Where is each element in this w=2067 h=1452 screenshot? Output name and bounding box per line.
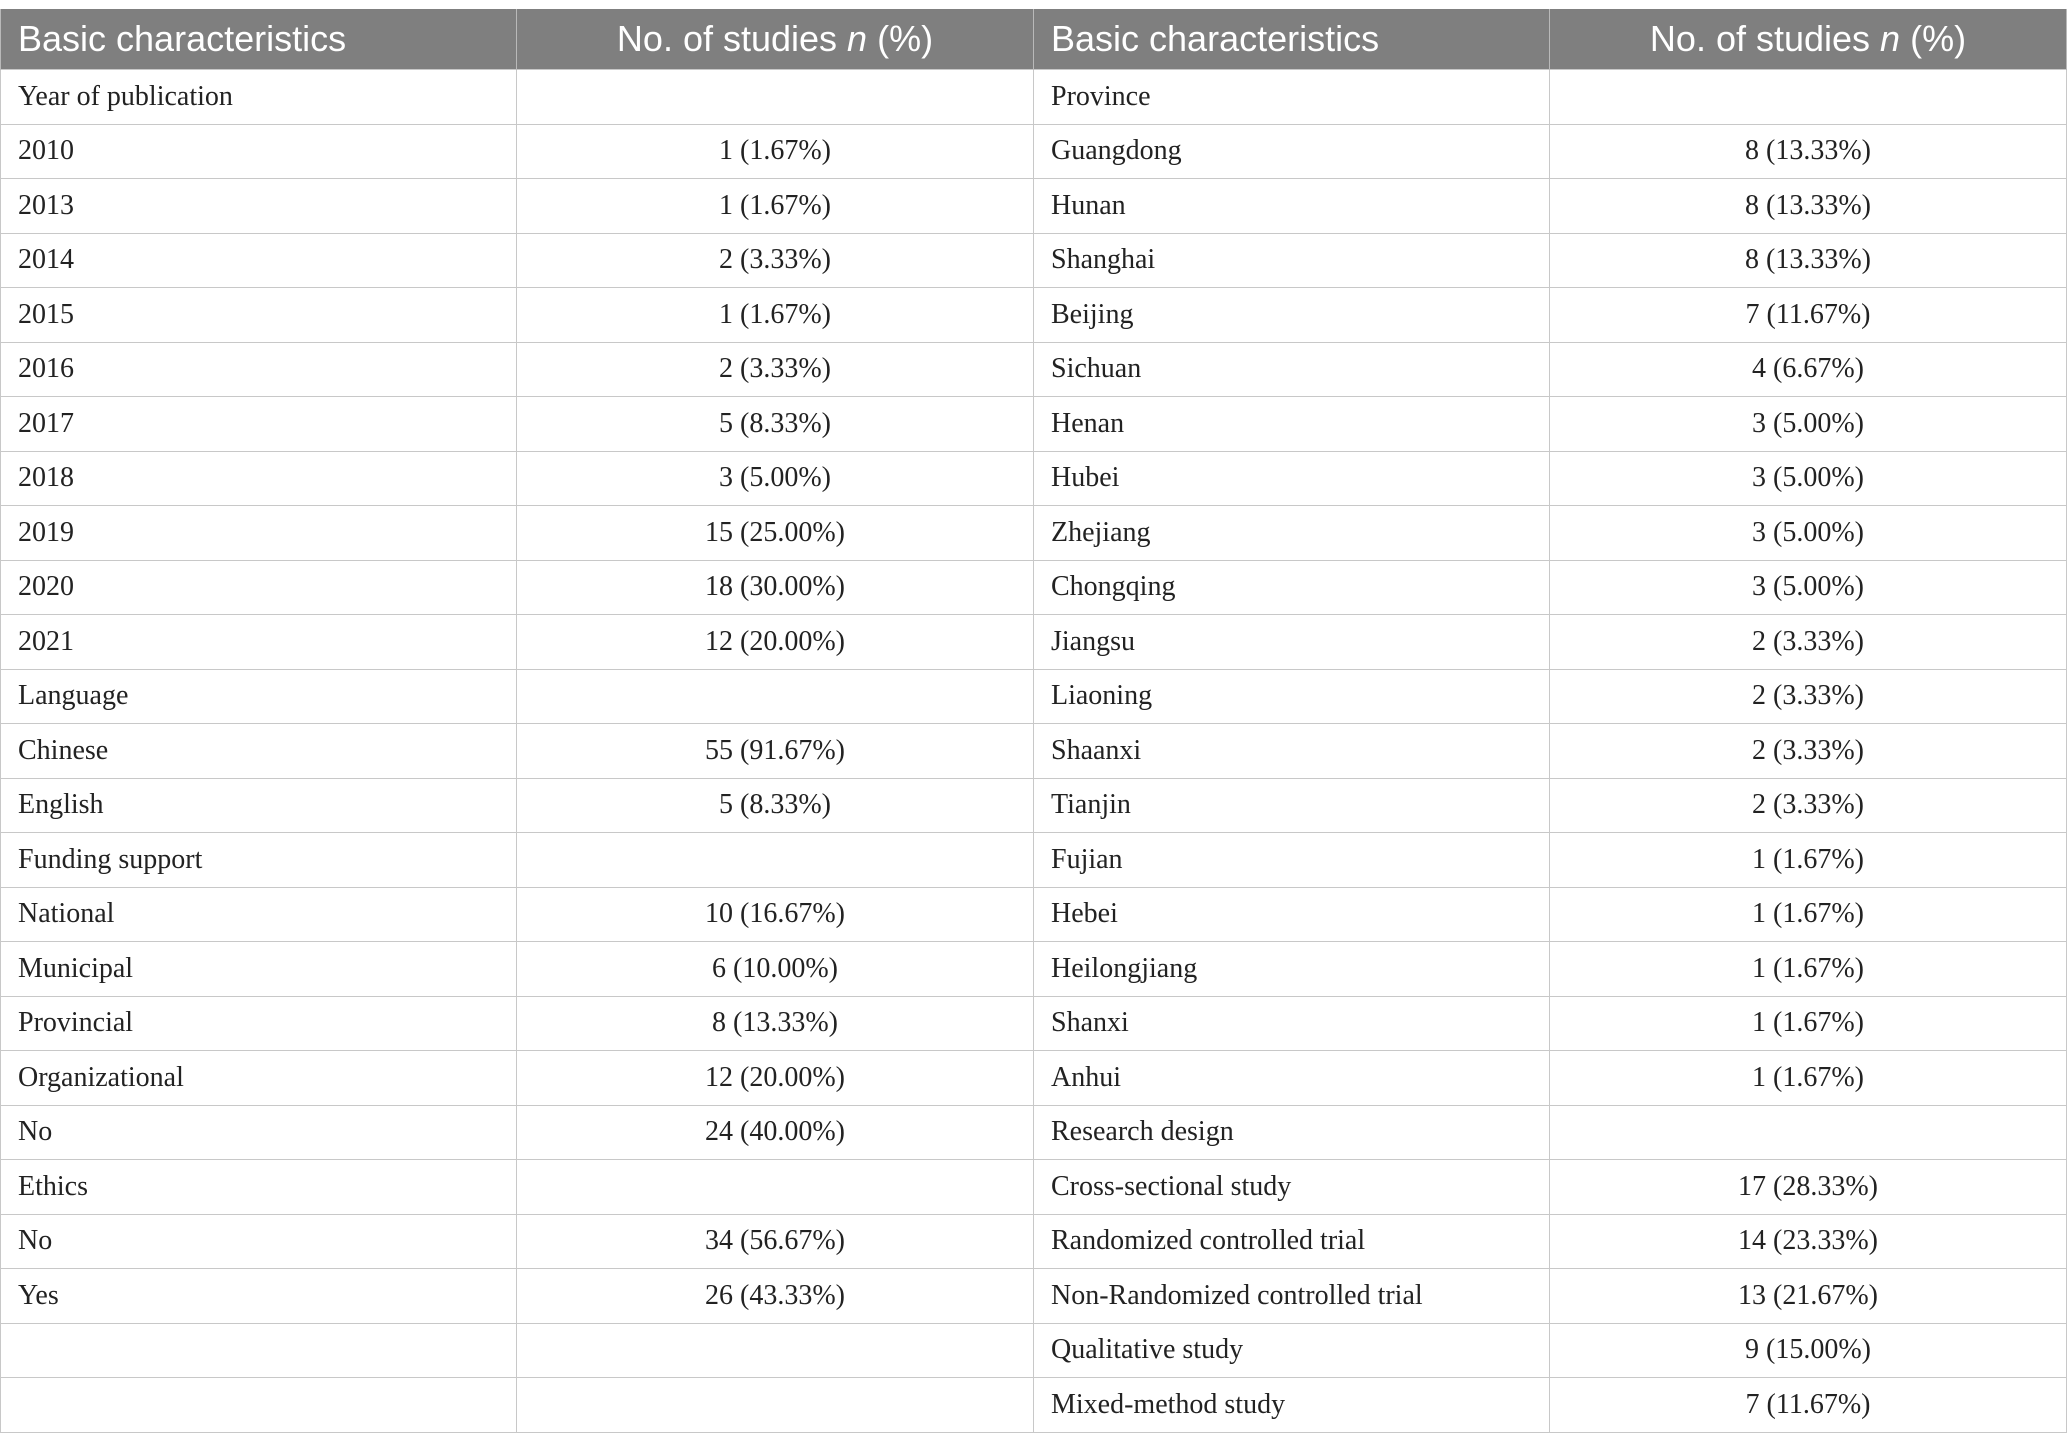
- characteristic-cell-right: Hunan: [1034, 179, 1550, 234]
- table-row: [1, 1378, 2067, 1433]
- table-row: [1, 887, 2067, 942]
- characteristic-cell-right: Heilongjiang: [1034, 942, 1550, 997]
- table-row: [1, 506, 2067, 561]
- characteristic-cell-left: Language: [1, 669, 517, 724]
- study-count-cell-right: 17 (28.33%): [1550, 1160, 2067, 1215]
- study-count-cell-right: 2 (3.33%): [1550, 724, 2067, 779]
- table-row: [1, 1051, 2067, 1106]
- study-characteristics-table-container: [0, 9, 2066, 1433]
- study-count-cell-right: 4 (6.67%): [1550, 342, 2067, 397]
- characteristic-cell-left: 2015: [1, 288, 517, 343]
- characteristic-cell-right: Zhejiang: [1034, 506, 1550, 561]
- characteristic-cell-left: 2018: [1, 451, 517, 506]
- study-count-cell-right: 7 (11.67%): [1550, 1378, 2067, 1433]
- table-row: [1, 342, 2067, 397]
- table-row: [1, 1105, 2067, 1160]
- study-count-cell-right: 3 (5.00%): [1550, 506, 2067, 561]
- table-row: [1, 560, 2067, 615]
- study-count-cell-left: 26 (43.33%): [517, 1269, 1034, 1324]
- characteristic-cell-left: 2019: [1, 506, 517, 561]
- characteristic-cell-left: English: [1, 778, 517, 833]
- study-count-cell-left: 2 (3.33%): [517, 233, 1034, 288]
- study-count-cell-right: 1 (1.67%): [1550, 887, 2067, 942]
- study-count-cell-right: [1550, 70, 2067, 125]
- characteristic-cell-right: Research design: [1034, 1105, 1550, 1160]
- header-text: No. of studies: [616, 18, 848, 59]
- header-no-of-studies-left: [517, 9, 1034, 70]
- study-count-cell-right: 8 (13.33%): [1550, 124, 2067, 179]
- study-count-cell-left: [517, 669, 1034, 724]
- study-count-cell-right: [1550, 1105, 2067, 1160]
- table-header: [1, 9, 2067, 70]
- study-count-cell-left: [517, 1160, 1034, 1215]
- characteristic-cell-right: Beijing: [1034, 288, 1550, 343]
- characteristic-cell-left: Chinese: [1, 724, 517, 779]
- characteristic-cell-left: Ethics: [1, 1160, 517, 1215]
- study-count-cell-left: 8 (13.33%): [517, 996, 1034, 1051]
- study-count-cell-left: 55 (91.67%): [517, 724, 1034, 779]
- study-count-cell-right: 3 (5.00%): [1550, 451, 2067, 506]
- study-count-cell-left: 2 (3.33%): [517, 342, 1034, 397]
- characteristic-cell-right: Henan: [1034, 397, 1550, 452]
- characteristic-cell-left: Municipal: [1, 942, 517, 997]
- study-count-cell-left: 1 (1.67%): [517, 124, 1034, 179]
- table-row: [1, 124, 2067, 179]
- characteristic-cell-left: National: [1, 887, 517, 942]
- table-row: [1, 233, 2067, 288]
- characteristic-cell-right: Shanxi: [1034, 996, 1550, 1051]
- study-count-cell-right: 3 (5.00%): [1550, 397, 2067, 452]
- study-count-cell-left: 5 (8.33%): [517, 778, 1034, 833]
- characteristic-cell-right: Cross-sectional study: [1034, 1160, 1550, 1215]
- characteristic-cell-left: [1, 1323, 517, 1378]
- header-basic-characteristics-left: Basic characteristics: [1, 9, 517, 70]
- study-count-cell-left: 1 (1.67%): [517, 179, 1034, 234]
- characteristic-cell-left: No: [1, 1105, 517, 1160]
- characteristic-cell-right: Hebei: [1034, 887, 1550, 942]
- study-count-cell-left: 1 (1.67%): [517, 288, 1034, 343]
- characteristic-cell-left: Year of publication: [1, 70, 517, 125]
- characteristic-cell-right: Chongqing: [1034, 560, 1550, 615]
- study-characteristics-table: [0, 9, 2067, 1433]
- characteristic-cell-right: Province: [1034, 70, 1550, 125]
- study-count-cell-left: 3 (5.00%): [517, 451, 1034, 506]
- characteristic-cell-right: Shaanxi: [1034, 724, 1550, 779]
- study-count-cell-right: 3 (5.00%): [1550, 560, 2067, 615]
- header-text: (%): [867, 18, 934, 59]
- characteristic-cell-right: Non-Randomized controlled trial: [1034, 1269, 1550, 1324]
- table-row: [1, 179, 2067, 234]
- study-count-cell-right: 2 (3.33%): [1550, 615, 2067, 670]
- characteristic-cell-left: Yes: [1, 1269, 517, 1324]
- table-row: [1, 1323, 2067, 1378]
- study-count-cell-right: 14 (23.33%): [1550, 1214, 2067, 1269]
- header-text: (%): [1900, 18, 1967, 59]
- header-basic-characteristics-right: Basic characteristics: [1034, 9, 1550, 70]
- study-count-cell-right: 8 (13.33%): [1550, 233, 2067, 288]
- table-row: [1, 397, 2067, 452]
- characteristic-cell-left: 2014: [1, 233, 517, 288]
- table-row: [1, 778, 2067, 833]
- study-count-cell-left: 6 (10.00%): [517, 942, 1034, 997]
- characteristic-cell-right: Hubei: [1034, 451, 1550, 506]
- table-row: [1, 70, 2067, 125]
- study-count-cell-left: [517, 1323, 1034, 1378]
- study-count-cell-right: 1 (1.67%): [1550, 996, 2067, 1051]
- study-count-cell-left: 24 (40.00%): [517, 1105, 1034, 1160]
- study-count-cell-right: 13 (21.67%): [1550, 1269, 2067, 1324]
- characteristic-cell-right: Sichuan: [1034, 342, 1550, 397]
- characteristic-cell-right: Mixed-method study: [1034, 1378, 1550, 1433]
- characteristic-cell-left: 2017: [1, 397, 517, 452]
- characteristic-cell-right: Shanghai: [1034, 233, 1550, 288]
- header-no-of-studies-right: [1550, 9, 2067, 70]
- table-row: [1, 833, 2067, 888]
- study-count-cell-left: 12 (20.00%): [517, 615, 1034, 670]
- characteristic-cell-left: [1, 1378, 517, 1433]
- study-count-cell-right: 2 (3.33%): [1550, 669, 2067, 724]
- characteristic-cell-right: Randomized controlled trial: [1034, 1214, 1550, 1269]
- study-count-cell-left: [517, 1378, 1034, 1433]
- characteristic-cell-left: Organizational: [1, 1051, 517, 1106]
- table-row: [1, 942, 2067, 997]
- study-count-cell-right: 1 (1.67%): [1550, 942, 2067, 997]
- characteristic-cell-left: 2021: [1, 615, 517, 670]
- table-row: [1, 1214, 2067, 1269]
- characteristic-cell-left: Provincial: [1, 996, 517, 1051]
- characteristic-cell-left: 2020: [1, 560, 517, 615]
- header-text: No. of studies: [1649, 18, 1881, 59]
- study-count-cell-left: [517, 70, 1034, 125]
- characteristic-cell-right: Tianjin: [1034, 778, 1550, 833]
- table-row: [1, 451, 2067, 506]
- characteristic-cell-right: Qualitative study: [1034, 1323, 1550, 1378]
- characteristic-cell-left: No: [1, 1214, 517, 1269]
- characteristic-cell-right: Anhui: [1034, 1051, 1550, 1106]
- study-count-cell-right: 7 (11.67%): [1550, 288, 2067, 343]
- characteristic-cell-left: Funding support: [1, 833, 517, 888]
- table-row: [1, 615, 2067, 670]
- table-row: [1, 1160, 2067, 1215]
- study-count-cell-left: 5 (8.33%): [517, 397, 1034, 452]
- header-n-symbol: n: [1880, 18, 1901, 59]
- table-body: [1, 70, 2067, 1433]
- table-row: [1, 669, 2067, 724]
- table-row: [1, 724, 2067, 779]
- characteristic-cell-left: 2010: [1, 124, 517, 179]
- characteristic-cell-right: Fujian: [1034, 833, 1550, 888]
- study-count-cell-right: 1 (1.67%): [1550, 1051, 2067, 1106]
- study-count-cell-left: 12 (20.00%): [517, 1051, 1034, 1106]
- characteristic-cell-right: Liaoning: [1034, 669, 1550, 724]
- characteristic-cell-right: Jiangsu: [1034, 615, 1550, 670]
- study-count-cell-right: 2 (3.33%): [1550, 778, 2067, 833]
- characteristic-cell-left: 2016: [1, 342, 517, 397]
- study-count-cell-right: 8 (13.33%): [1550, 179, 2067, 234]
- study-count-cell-left: 34 (56.67%): [517, 1214, 1034, 1269]
- characteristic-cell-left: 2013: [1, 179, 517, 234]
- study-count-cell-left: 15 (25.00%): [517, 506, 1034, 561]
- header-row: [1, 9, 2067, 70]
- characteristic-cell-right: Guangdong: [1034, 124, 1550, 179]
- table-row: [1, 1269, 2067, 1324]
- header-n-symbol: n: [847, 18, 868, 59]
- study-count-cell-left: 10 (16.67%): [517, 887, 1034, 942]
- study-count-cell-left: [517, 833, 1034, 888]
- table-row: [1, 996, 2067, 1051]
- study-count-cell-right: 1 (1.67%): [1550, 833, 2067, 888]
- study-count-cell-left: 18 (30.00%): [517, 560, 1034, 615]
- study-count-cell-right: 9 (15.00%): [1550, 1323, 2067, 1378]
- table-row: [1, 288, 2067, 343]
